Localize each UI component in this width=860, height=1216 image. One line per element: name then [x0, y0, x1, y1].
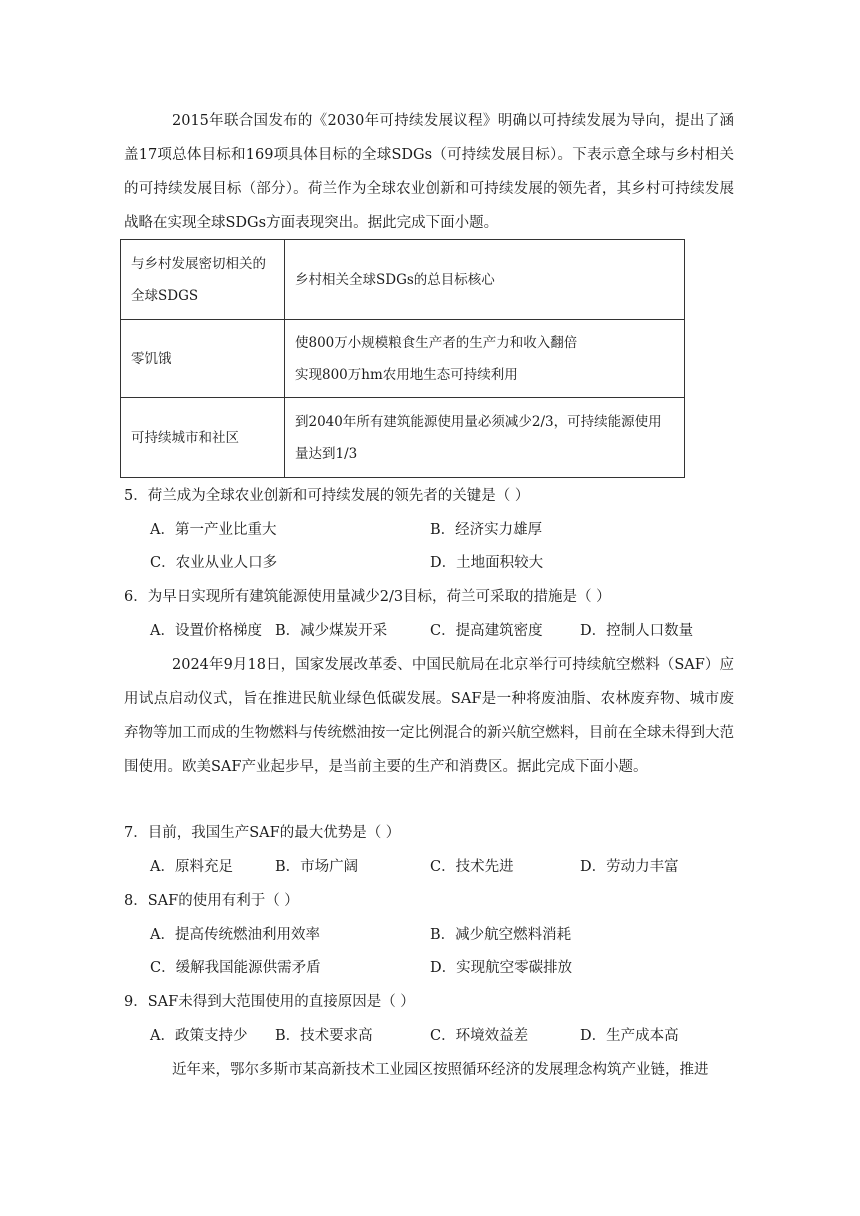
sdgs-table	[120, 239, 685, 478]
option-c: C．农业从业人口多	[150, 555, 278, 571]
passage-saf: 2024年9月18日，国家发展改革委、中国民航局在北京举行可持续航空燃料（SAF）应用试点启动仪式，旨在推进民航业绿色低碳发展。SAF是一种将废油脂、农林废弃物、城市废弃物等加工而成的生物燃料与传统燃油按一定比例混合的新兴航空燃料，目前在全球未得到大范围使用。欧美SAF产业起步早，是当前主要的生产和消费区。据此完成下面小题。	[124, 657, 734, 775]
table-cell-goal: 零饥饿	[121, 320, 285, 398]
option-b: B．减少航空燃料消耗	[430, 927, 572, 943]
option-c: C．提高建筑密度	[430, 623, 543, 639]
question-6-options	[150, 621, 740, 641]
question-9-stem: 9．SAF未得到大范围使用的直接原因是（ ）	[124, 994, 415, 1010]
option-d: D．土地面积较大	[430, 555, 544, 571]
option-b: B．市场广阔	[275, 859, 359, 875]
option-a: A．提高传统燃油利用效率	[150, 927, 320, 943]
question-7-stem: 7．目前，我国生产SAF的最大优势是（ ）	[124, 825, 401, 841]
option-b: B．技术要求高	[275, 1028, 373, 1044]
question-5-stem: 5．荷兰成为全球农业创新和可持续发展的领先者的关键是（ ）	[124, 488, 530, 504]
option-c: C．缓解我国能源供需矛盾	[150, 960, 321, 976]
option-a: A．第一产业比重大	[150, 522, 277, 538]
table-header-cell: 与乡村发展密切相关的全球SDGS	[121, 240, 285, 320]
question-5-options	[150, 553, 740, 573]
table-cell-core: 到2040年所有建筑能源使用量必须减少2/3，可持续能源使用量达到1/3	[285, 398, 685, 478]
option-a: A．政策支持少	[150, 1028, 248, 1044]
core-line: 使800万小规模粮食生产者的生产力和收入翻倍	[295, 334, 578, 351]
option-d: D．劳动力丰富	[580, 859, 679, 875]
question-7-options	[150, 857, 740, 877]
option-d: D．生产成本高	[580, 1028, 679, 1044]
question-8-options	[150, 925, 740, 945]
core-line: 实现800万hm农用地生态可持续利用	[295, 366, 518, 383]
table-cell-goal: 可持续城市和社区	[121, 398, 285, 478]
option-b: B．经济实力雄厚	[430, 522, 543, 538]
option-c: C．环境效益差	[430, 1028, 529, 1044]
question-9-options	[150, 1026, 740, 1046]
table-cell-core	[285, 320, 685, 398]
passage-sdgs: 2015年联合国发布的《2030年可持续发展议程》明确以可持续发展为导向，提出了涵盖17项总体目标和169项具体目标的全球SDGs（可持续发展目标）。下表示意全球与乡村相关的可持续发展目标（部分）。荷兰作为全球农业创新和可持续发展的领先者，其乡村可持续发展战略在实现全球SDGs方面表现突出。据此完成下面小题。	[124, 113, 734, 231]
option-d: D．控制人口数量	[580, 623, 694, 639]
passage-ordos: 近年来，鄂尔多斯市某高新技术工业园区按照循环经济的发展理念构筑产业链，推进	[172, 1062, 709, 1078]
table-row	[121, 320, 685, 398]
question-5-options	[150, 520, 740, 540]
option-b: B．减少煤炭开采	[275, 623, 388, 639]
question-6-stem: 6．为早日实现所有建筑能源使用量减少2/3目标，荷兰可采取的措施是（ ）	[124, 589, 611, 605]
option-a: A．设置价格梯度	[150, 623, 262, 639]
option-a: A．原料充足	[150, 859, 233, 875]
option-d: D．实现航空零碳排放	[430, 960, 573, 976]
table-header-cell: 乡村相关全球SDGs的总目标核心	[285, 240, 685, 320]
table-row	[121, 240, 685, 320]
table-row	[121, 398, 685, 478]
option-c: C．技术先进	[430, 859, 514, 875]
question-8-options	[150, 958, 740, 978]
question-8-stem: 8．SAF的使用有利于（ ）	[124, 893, 299, 909]
